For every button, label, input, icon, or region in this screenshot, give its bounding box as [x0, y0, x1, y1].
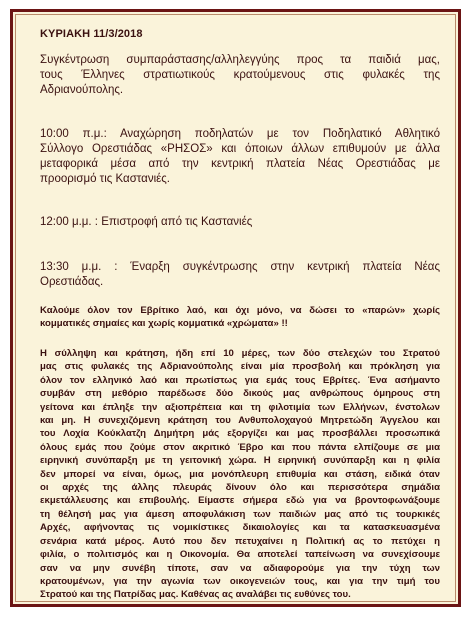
schedule-return	[40, 215, 440, 230]
schedule-line: Σύλλογο Ορεστιάδας «ΡΗΣΟΣ» και όποιων άλλων επιθυμούν με άλλα	[40, 143, 440, 155]
appeal-line: Καλούμε όλον τον Εβρίτικο λαό, και όχι μόνο, να δώσει το «παρών» χωρίς	[40, 305, 440, 316]
schedule-departure	[40, 127, 440, 187]
body-line: σενάρια κατά μέρος. Αυτό που δεν πετυχαίνει η Πολιτική ας το πετύχει η	[40, 535, 440, 547]
intro-line: Συγκέντρωση συμπαράστασης/αλληλεγγύης προς τα παιδιά μας,	[40, 54, 440, 66]
body-line: όλους εμάς που ζούμε στον ακριτικό Έβρο και που πάντα ελπίζουμε σε μια	[40, 441, 440, 453]
body-line: φιλία, ο πολιτισμός και η Οικονομία. Θα αποτελεί ταπείνωση να συνεχίσουμε	[40, 549, 440, 561]
body-line: τη θέλησή μας για άμεση αποφυλάκιση των παιδιών μας από τις τουρκικές	[40, 508, 440, 520]
body-line: μας στις φυλακές της Αδριανούπολης είναι μία προσβολή και πρόκληση για	[40, 361, 440, 373]
intro-paragraph	[40, 53, 440, 98]
schedule-line: προορισμό τις Καστανιές.	[40, 173, 170, 185]
body-line: οι αρχές της άλλης πλευράς δίνουν όλο και περισσότερα σημάδια	[40, 482, 440, 494]
body-paragraph	[40, 347, 440, 602]
body-line: Στρατού και της Πατρίδας μας. Καθένας ας αναλάβει τις ευθύνες του.	[40, 589, 351, 601]
appeal-line: κομματικές σημαίες και χωρίς κομματικά «χρώματα» !!	[40, 318, 288, 330]
body-line: Αρχές, αφήνοντας τις νομικίστικες δικαιολογίες και τα κατασκευασμένα	[40, 522, 440, 534]
body-line: του Λοχία Κούκλατζη Δημήτρη μάς εξοργίζει και μας προσβάλλει προσωπικά	[40, 428, 440, 440]
body-line: σαν να μην συνέβη τίποτε, σαν να αδιαφορούμε για την τύχη των	[40, 562, 440, 574]
document-title: ΚΥΡΙΑΚΗ 11/3/2018	[40, 28, 143, 40]
body-line: εκμετάλλευσης και επιβουλής. Είμαστε σήμερα εδώ για να βροντοφωνάξουμε	[40, 495, 440, 507]
body-line: ειρηνική συνύπαρξη με τη γειτονική χώρα. Η ειρηνική συνύπαρξη και η φιλία	[40, 455, 440, 467]
schedule-line: Ορεστιάδας.	[40, 276, 104, 288]
body-line: και μη. Η συνεχιζόμενη κράτηση του Ανθυπολοχαγού Μητρετώδη Άγγελου και	[40, 415, 440, 427]
schedule-line: μεταφορικά μέσα από την κεντρική πλατεία Νέας Ορεστιάδας με	[40, 158, 440, 170]
schedule-gathering	[40, 260, 440, 290]
body-line: γείτονα και έπληξε την αξιοπρέπεια και τη φιλοτιμία των Ελλήνων, ένστολων	[40, 401, 440, 413]
schedule-line: 12:00 μ.μ. : Επιστροφή από τις Καστανιές	[40, 216, 253, 228]
appeal-paragraph	[40, 304, 440, 331]
document-frame	[10, 9, 461, 607]
schedule-line: 13:30 μ.μ. : Έναρξη συγκέντρωσης στην κεντρική πλατεία Νέας	[40, 261, 440, 273]
intro-line: Αδριανούπολης.	[40, 84, 124, 96]
body-line: Η σύλληψη και κράτηση, ήδη επί 10 μέρες, των δύο στελεχών του Στρατού	[40, 348, 440, 359]
body-line: κρατουμένων, για την αγωνία των οικογενειών τους, και για την τιμή του	[40, 575, 440, 587]
intro-line: τους Έλληνες στρατιωτικούς κρατούμενους στις φυλακές της	[40, 69, 440, 81]
body-line: δεν μπορεί να είναι, όμως, μια μονόπλευρη επιθυμία και στάση, ειδικά όταν	[40, 468, 440, 480]
body-line: όλον τον ελληνικό λαό και πρωτίστως για εμάς τους Εβρίτες. Ένα ασήμαντο	[40, 374, 440, 386]
schedule-line: 10:00 π.μ.: Αναχώρηση ποδηλατών με τον Ποδηλατικό Αθλητικό	[40, 128, 440, 140]
body-line: συμβάν στη μεθόριο παρέδωσε δύο δικούς μας ανθρώπους όμηρους στη	[40, 388, 440, 400]
document-content	[13, 12, 458, 604]
